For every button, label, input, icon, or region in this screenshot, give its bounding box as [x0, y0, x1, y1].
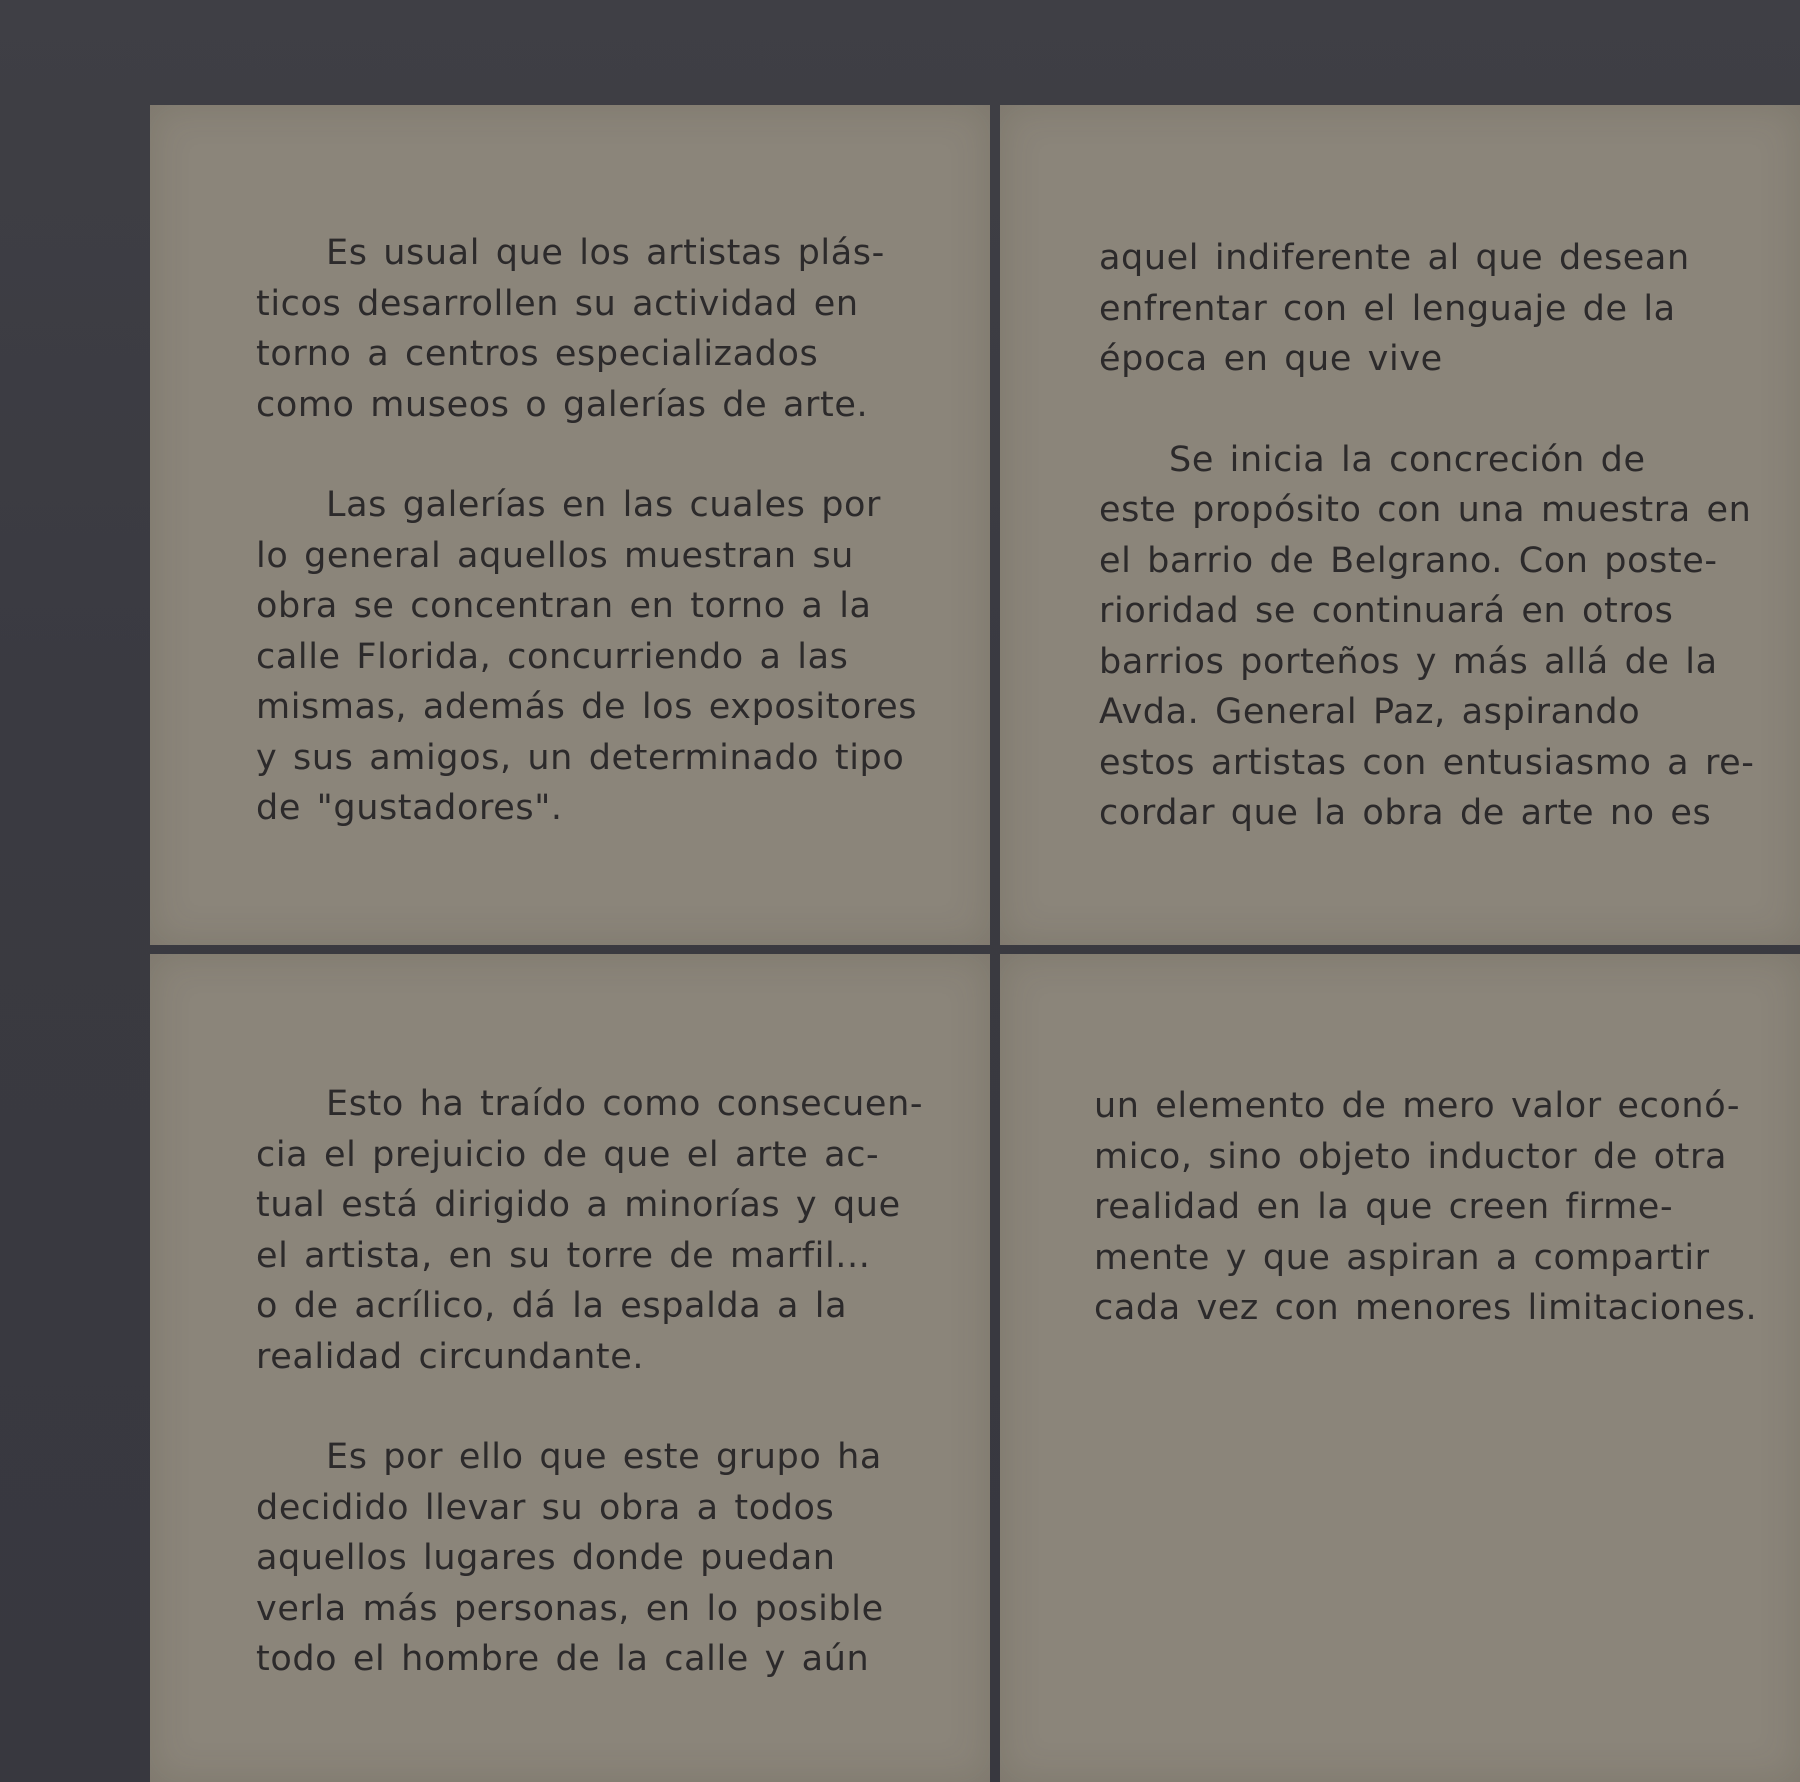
paragraph	[1094, 1081, 1757, 1334]
text-line: enfrentar con el lenguaje de la	[1099, 288, 1676, 329]
text-line: el artista, en su torre de marfil...	[256, 1235, 871, 1276]
text-line: cada vez con menores limitaciones.	[1094, 1288, 1758, 1328]
text-line: este propósito con una muestra en	[1099, 490, 1752, 530]
text-line: decidido llevar su obra a todos	[256, 1487, 835, 1528]
text-line: rioridad se continuará en otros	[1099, 591, 1674, 631]
text-line: mico, sino objeto inductor de otra	[1094, 1136, 1728, 1177]
panel-bottom-right	[1000, 954, 1800, 1782]
text-line: Avda. General Paz, aspirando	[1099, 692, 1641, 732]
paragraph	[256, 1432, 923, 1685]
text-line: todo el hombre de la calle y aún	[256, 1639, 870, 1679]
text-line: verla más personas, en lo posible	[256, 1588, 884, 1629]
text-line: realidad en la que creen firme-	[1094, 1187, 1674, 1227]
panel-bottom-left	[150, 954, 990, 1782]
paragraph	[256, 480, 917, 834]
text-line: aquel indiferente al que desean	[1099, 238, 1690, 278]
text-line: Es por ello que este grupo ha	[326, 1437, 882, 1477]
text-line: realidad circundante.	[256, 1336, 645, 1377]
paragraph	[256, 1079, 923, 1382]
text-line: lo general aquellos muestran su	[256, 535, 854, 576]
text-line: Es usual que los artistas plás-	[326, 233, 885, 273]
text-line: ticos desarrollen su actividad en	[256, 283, 859, 324]
text-block-top-right	[1099, 233, 1755, 839]
panel-top-right	[1000, 105, 1800, 945]
text-line: o de acrílico, dá la espalda a la	[256, 1286, 848, 1326]
text-line: torno a centros especializados	[256, 334, 819, 374]
text-line: cordar que la obra de arte no es	[1099, 793, 1712, 833]
text-line: el barrio de Belgrano. Con poste-	[1099, 540, 1718, 581]
text-line: época en que vive	[1099, 339, 1443, 379]
panel-top-left	[150, 105, 990, 945]
paragraph	[256, 228, 917, 430]
text-line: Se inicia la concreción de	[1169, 439, 1646, 480]
text-line: de "gustadores".	[256, 788, 563, 828]
text-line: aquellos lugares donde puedan	[256, 1538, 836, 1578]
text-line: mente y que aspiran a compartir	[1094, 1237, 1710, 1278]
text-line: y sus amigos, un determinado tipo	[256, 737, 905, 778]
text-block-top-left	[256, 228, 917, 834]
text-line: tual está dirigido a minorías y que	[256, 1185, 901, 1225]
text-line: estos artistas con entusiasmo a re-	[1099, 742, 1755, 783]
text-line: calle Florida, concurriendo a las	[256, 636, 849, 677]
paragraph	[1099, 233, 1755, 385]
text-block-bottom-left	[256, 1079, 923, 1685]
text-block-bottom-right	[1094, 1081, 1757, 1334]
text-line: cia el prejuicio de que el arte ac-	[256, 1134, 880, 1175]
text-line: un elemento de mero valor econó-	[1094, 1086, 1741, 1126]
text-line: Las galerías en las cuales por	[326, 485, 882, 525]
text-line: Esto ha traído como consecuen-	[326, 1084, 924, 1124]
text-line: como museos o galerías de arte.	[256, 384, 869, 425]
text-line: obra se concentran en torno a la	[256, 586, 872, 626]
text-line: barrios porteños y más allá de la	[1099, 641, 1718, 682]
paragraph	[1099, 435, 1755, 839]
text-line: mismas, además de los expositores	[256, 687, 918, 727]
